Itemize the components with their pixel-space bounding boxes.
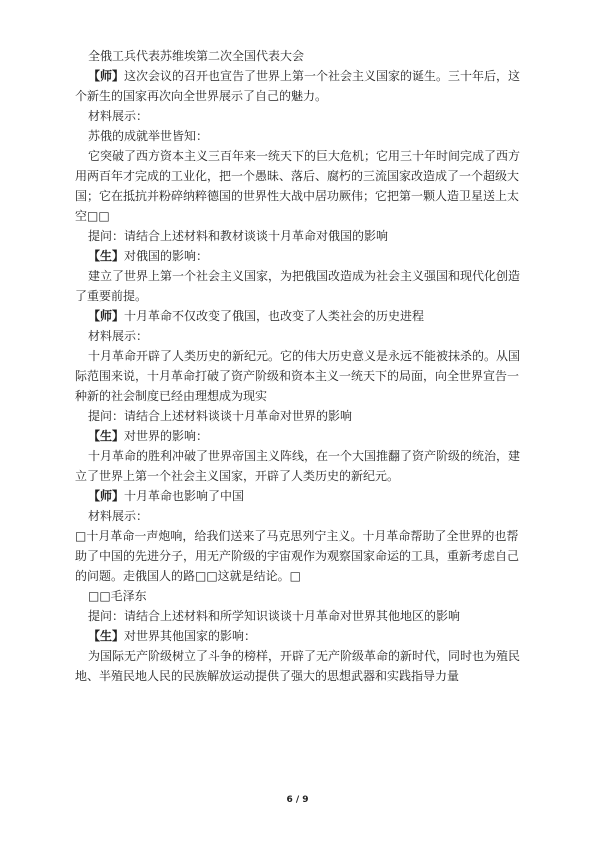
paragraph-text: 十月革命不仅改变了俄国，也改变了人类社会的历史进程: [124, 309, 425, 323]
paragraph: 十月革命的胜利冲破了世界帝国主义阵线，在一个大国推翻了资产阶级的统治，建立了世界上第一个社会主义国家，开辟了人类历史的新纪元。: [75, 449, 521, 483]
paragraph: 十月革命开辟了人类历史的新纪元。它的伟大历史意义是永远不能被抹杀的。从国际范围来说，十月革命打破了资产阶级和资本主义一统天下的局面，向全世界宣告一种新的社会制度已经由理想成为现实: [75, 349, 521, 403]
paragraph: 材料展示：: [88, 329, 149, 343]
role-tag: 【师】: [88, 489, 125, 503]
paragraph: 提问：请结合上述材料和教材谈谈十月革命对俄国的影响: [88, 229, 389, 243]
paragraph-attribution: □□毛泽东: [88, 589, 147, 603]
role-tag: 【生】: [88, 629, 125, 643]
role-tag: 【生】: [88, 249, 125, 263]
paragraph: 提问：请结合上述材料和所学知识谈谈十月革命对世界其他地区的影响: [88, 609, 461, 623]
role-tag: 【师】: [88, 309, 125, 323]
paragraph: 苏俄的成就举世皆知：: [88, 129, 209, 143]
paragraph-text: 对俄国的影响：: [124, 249, 209, 263]
paragraph: □十月革命一声炮响，给我们送来了马克思列宁主义。十月革命帮助了全世界的也帮助了中国的先进分子，用无产阶级的宇宙观作为观察国家命运的工具，重新考虑自己的问题。走俄国人的路□□这就是结论。□: [75, 529, 520, 583]
role-tag: 【师】: [88, 69, 125, 83]
paragraph: [75, 246, 530, 266]
paragraph: [75, 486, 530, 506]
paragraph-text: 对世界其他国家的影响：: [124, 629, 257, 643]
paragraph-text: 这次会议的召开也宣告了世界上第一个社会主义国家的诞生。三十年后，这个新生的国家再次向全世界展示了自己的魅力。: [75, 69, 521, 103]
paragraph: 材料展示：: [88, 109, 149, 123]
paragraph: 为国际无产阶级树立了斗争的榜样，开辟了无产阶级革命的新时代，同时也为殖民地、半殖民地人民的民族解放运动提供了强大的思想武器和实践指导力量: [75, 649, 521, 683]
paragraph-text: 十月革命也影响了中国: [124, 489, 245, 503]
paragraph-heading: 全俄工兵代表苏维埃第二次全国代表大会: [88, 49, 305, 63]
paragraph: 材料展示：: [88, 509, 149, 523]
paragraph: 建立了世界上第一个社会主义国家，为把俄国改造成为社会主义强国和现代化创造了重要前提。: [75, 269, 521, 303]
paragraph: [75, 426, 530, 446]
paragraph: [75, 66, 530, 106]
paragraph: [75, 306, 530, 326]
page-number: 6 / 9: [286, 795, 309, 805]
role-tag: 【生】: [88, 429, 125, 443]
paragraph: 提问：请结合上述材料谈谈十月革命对世界的影响: [88, 409, 353, 423]
paragraph: 它突破了西方资本主义三百年来一统天下的巨大危机；它用三十年时间完成了西方用两百年才完成的工业化，把一个愚昧、落后、腐朽的三流国家改造成了一个超级大国；它在抵抗并粉碎纳粹德国的世界性大战中居功厥伟；它把第一颗人造卫星送上太空□□: [75, 149, 521, 223]
document-body: [75, 46, 530, 686]
paragraph-text: 对世界的影响：: [124, 429, 209, 443]
paragraph: [75, 626, 530, 646]
